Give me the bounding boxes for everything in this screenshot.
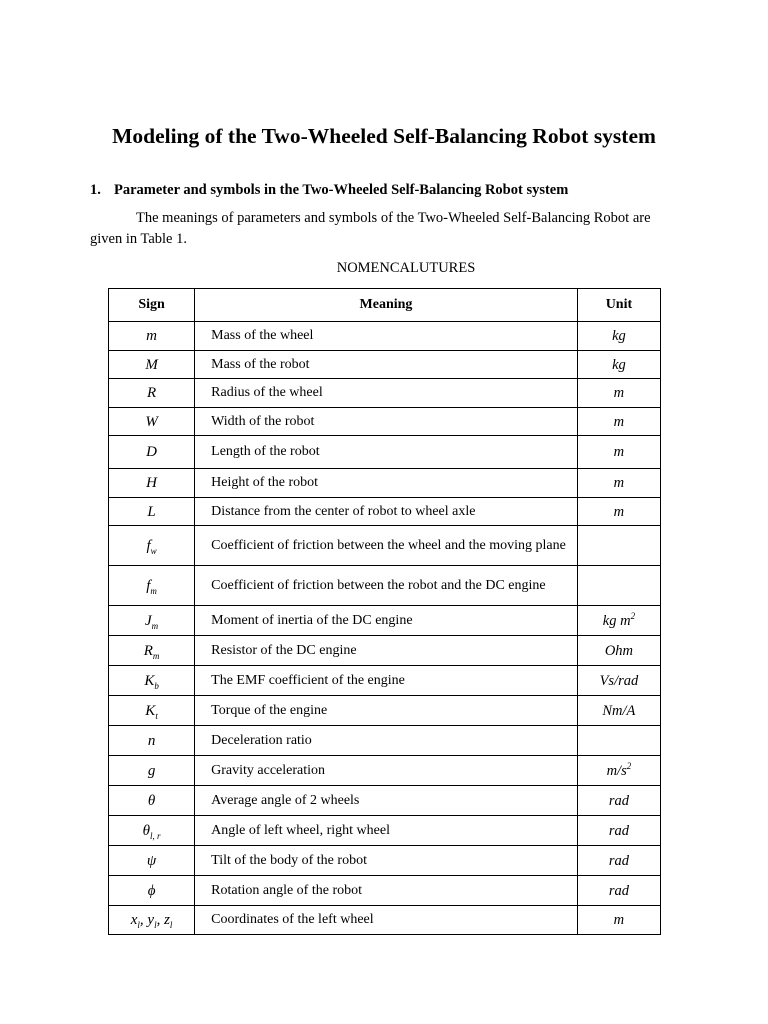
meaning-cell: The EMF coefficient of the engine [195,666,578,696]
table-row [109,469,661,498]
unit-cell [577,696,660,726]
sign: θ [147,792,156,809]
unit-cell [577,526,660,566]
table-row [109,726,661,756]
sign-sub: w [150,545,157,556]
sign-sub: b [154,680,159,691]
unit-sup: 2 [626,760,632,771]
header-meaning: Meaning [195,289,578,322]
unit-cell [577,876,660,906]
table-row [109,786,661,816]
unit: m [613,413,625,430]
sign-sub: t [155,710,158,721]
sign: ψ [146,852,157,869]
unit-cell [577,379,660,408]
sign: K [144,672,155,689]
meaning-cell: Resistor of the DC engine [195,636,578,666]
table-row [109,436,661,469]
sign-sub: l, r [150,830,161,841]
sign-cell [109,756,195,786]
table-header-row [109,289,661,322]
sign-cell [109,666,195,696]
unit: m [613,503,625,520]
unit-cell [577,436,660,469]
meaning-cell: Deceleration ratio [195,726,578,756]
meaning-cell: Height of the robot [195,469,578,498]
unit-cell [577,786,660,816]
unit-cell [577,846,660,876]
sign: g [147,762,156,779]
sign-cell [109,526,195,566]
nomenclature-table [108,288,661,935]
table-caption: NOMENCALUTURES [336,260,476,276]
section-heading-text: Parameter and symbols in the Two-Wheeled Self-Balancing Robot system [114,182,569,198]
sign-cell [109,636,195,666]
unit: m [613,475,625,491]
sign: H [146,475,157,491]
unit-cell [577,816,660,846]
sign: n [147,732,156,749]
sign-cell [109,379,195,408]
unit: m [613,912,625,928]
meaning-cell: Coordinates of the left wheel [195,906,578,935]
document-title: Modeling of the Two-Wheeled Self-Balancing Robot system [112,124,656,148]
sign-cell [109,696,195,726]
meaning-cell: Distance from the center of robot to wheel axle [195,498,578,526]
unit: kg [612,328,626,344]
sign-sub: m [150,585,157,596]
sign-sub2: l [154,920,157,930]
unit-cell [577,756,660,786]
sign: m [146,328,157,344]
sign: W [145,413,158,430]
unit: Ohm [604,642,634,659]
meaning-cell: Torque of the engine [195,696,578,726]
sign: K [145,702,156,719]
sign-cell [109,876,195,906]
unit-cell [577,726,660,756]
sign-cell [109,498,195,526]
sign-cell [109,566,195,606]
table-row [109,636,661,666]
section-number: 1. [90,182,101,198]
unit: Nm/A [602,702,636,719]
sign: f [146,537,151,554]
table-row [109,606,661,636]
unit-cell [577,606,660,636]
table-row [109,379,661,408]
unit: m [613,385,625,401]
table-row [109,666,661,696]
unit: Vs/rad [599,672,639,689]
sign-cell [109,436,195,469]
sign-cell [109,906,195,935]
sign-cell [109,351,195,379]
unit-cell [577,469,660,498]
unit-cell [577,566,660,606]
sign-cell [109,469,195,498]
meaning-cell: Angle of left wheel, right wheel [195,816,578,846]
unit-sup: 2 [630,610,636,621]
sign-cell [109,726,195,756]
meaning-cell: Coefficient of friction between the robot and the DC engine [195,566,578,606]
sign-sub: m [151,620,159,631]
table-row [109,566,661,606]
sign-cell [109,408,195,436]
header-sign: Sign [109,289,195,322]
sign: x [130,912,138,928]
section-heading [90,180,568,200]
header-unit: Unit [577,289,660,322]
sign: M [145,356,158,373]
sign-cell [109,816,195,846]
unit-cell [577,906,660,935]
table-row [109,816,661,846]
sign: θ [142,822,150,839]
unit: kg [612,356,626,373]
unit-cell [577,351,660,379]
sign-sub: l [137,920,140,930]
unit: rad [608,792,629,809]
unit-cell [577,498,660,526]
meaning-cell: Average angle of 2 wheels [195,786,578,816]
sign-tail: , y [139,912,155,928]
table-row [109,351,661,379]
unit: kg m [602,612,631,629]
sign-cell [109,606,195,636]
sign-cell [109,786,195,816]
table-row [109,756,661,786]
unit-cell [577,636,660,666]
meaning-cell: Mass of the robot [195,351,578,379]
unit: m [613,444,625,460]
unit-cell [577,322,660,351]
meaning-cell: Mass of the wheel [195,322,578,351]
sign: L [147,503,156,520]
meaning-cell: Length of the robot [195,436,578,469]
table-row [109,408,661,436]
table-row [109,322,661,351]
table-row [109,526,661,566]
table-row [109,696,661,726]
sign: f [146,577,151,594]
table-row [109,846,661,876]
unit: m/s [606,762,627,779]
table-row [109,876,661,906]
meaning-cell: Gravity acceleration [195,756,578,786]
meaning-cell: Moment of inertia of the DC engine [195,606,578,636]
meaning-cell: Width of the robot [195,408,578,436]
sign: J [144,612,152,629]
table-row [109,498,661,526]
unit: rad [608,882,629,899]
sign-cell [109,846,195,876]
meaning-cell: Rotation angle of the robot [195,876,578,906]
sign-sub: m [152,650,160,661]
sign: R [146,385,157,401]
table-row [109,906,661,935]
sign: ϕ [147,882,156,899]
table-body [109,322,661,935]
unit: rad [608,822,629,839]
intro-paragraph [90,208,675,250]
unit-cell [577,408,660,436]
sign: R [143,642,153,659]
unit-cell [577,666,660,696]
intro-paragraph-text: The meanings of parameters and symbols of the Two-Wheeled Self-Balancing Robot are given in Table 1. [90,210,651,247]
unit: rad [608,852,629,869]
sign-cell [109,322,195,351]
sign-sub3: l [169,920,173,930]
sign-tail2: , z [156,912,170,928]
meaning-cell: Tilt of the body of the robot [195,846,578,876]
meaning-cell: Radius of the wheel [195,379,578,408]
meaning-cell: Coefficient of friction between the wheel and the moving plane [195,526,578,566]
sign: D [146,444,157,460]
